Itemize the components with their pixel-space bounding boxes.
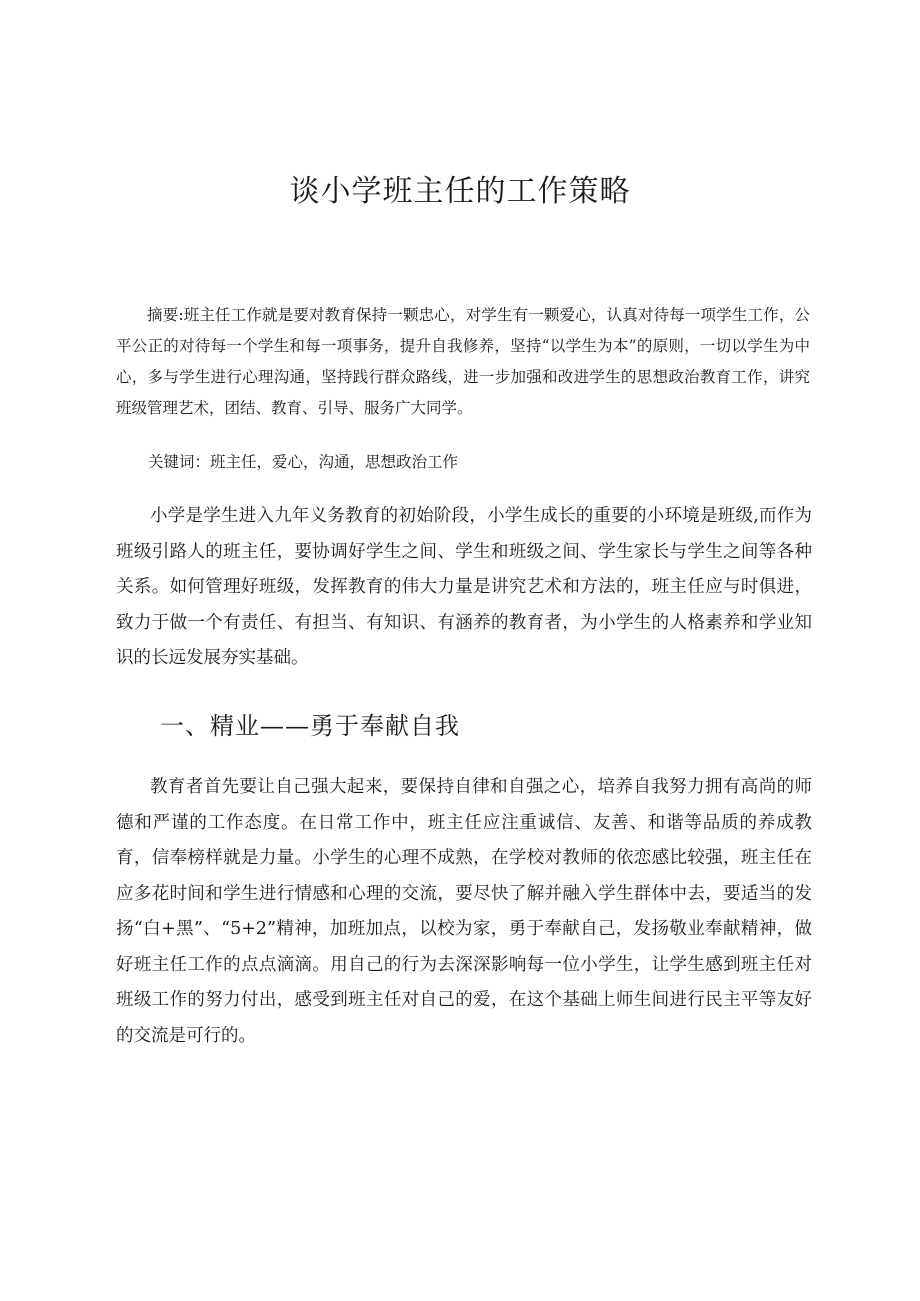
section-body-paragraph: 教育者首先要让自己强大起来，要保持自律和自强之心，培养自我努力拥有高尚的师德和严谨的工作态度。在日常工作中，班主任应注重诚信、友善、和谐等品质的养成教育，信奉榜样就是力量。小学生的心理不成熟，在学校对教师的依恋感比较强，班主任在应多花时间和学生进行情感和心理的交流，要尽快了解并融入学生群体中去，要适当的发扬“白+黑”、“5+2”精神，加班加点，以校为家，勇于奉献自己，发扬敬业奉献精神，做好班主任工作的点点滴滴。用自己的行为去深深影响每一位小学生，让学生感到班主任对班级工作的努力付出，感受到班主任对自己的爱，在这个基础上师生间进行民主平等友好的交流是可行的。 [116,777,812,1046]
intro-paragraph: 小学是学生进入九年义务教育的初始阶段，小学生成长的重要的小环境是班级,而作为班级引路人的班主任，要协调好学生之间、学生和班级之间、学生家长与学生之间等各种关系。如何管理好班级，发挥教育的伟大力量是讲究艺术和方法的，班主任应与时俱进，致力于做一个有责任、有担当、有知识、有涵养的教育者，为小学生的人格素养和学业知识的长远发展夯实基础。 [116,506,812,668]
section-heading: 一、精业——勇于奉献自我 [160,712,460,740]
keywords-line: 关键词：班主任，爱心，沟通，思想政治工作 [148,453,459,471]
abstract-paragraph: 摘要:班主任工作就是要对教育保持一颗忠心，对学生有一颗爱心，认真对待每一项学生工作，公平公正的对待每一个学生和每一项事务，提升自我修养，坚持“以学生为本”的原则，一切以学生为中心，多与学生进行心理沟通，坚持践行群众路线，进一步加强和改进学生的思想政治教育工作，讲究班级管理艺术，团结、教育、引导、服务广大同学。 [116,306,810,417]
document-title: 谈小学班主任的工作策略 [289,174,631,209]
